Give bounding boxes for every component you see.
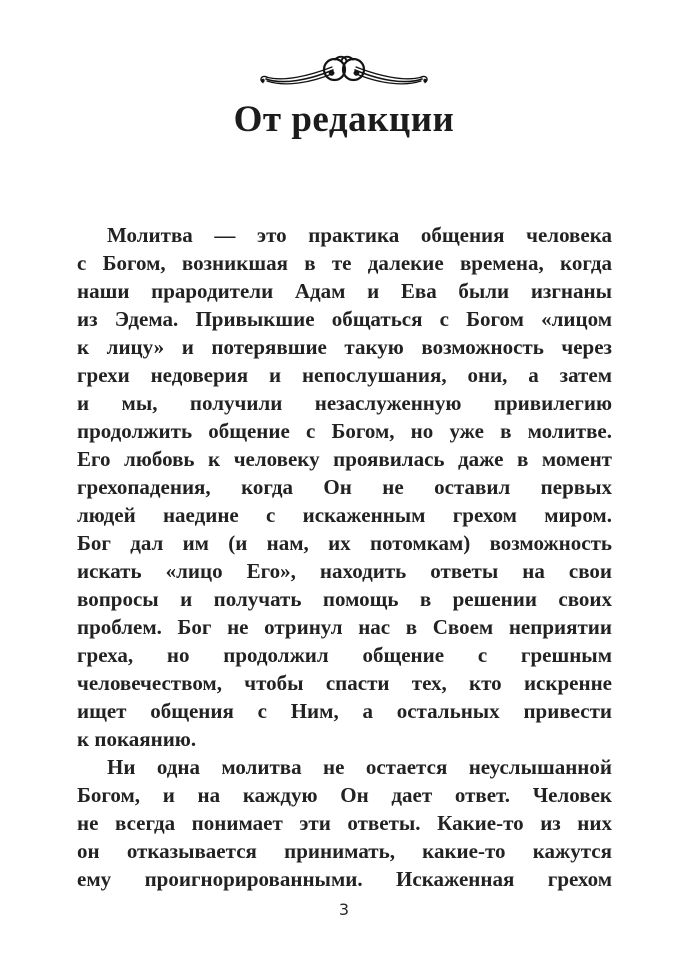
text-line: человечеством, чтобы спасти тех, кто искренне [77, 671, 612, 695]
text-line: искать «лицо Его», находить ответы на свои [77, 559, 612, 583]
text-line: грехопадения, когда Он не оставил первых [77, 475, 612, 499]
text-line: и мы, получили незаслуженную привилегию [77, 391, 612, 415]
text-line: вопросы и получать помощь в решении своих [77, 587, 612, 611]
text-line: из Эдема. Привыкшие общаться с Богом «лицом [77, 307, 612, 331]
text-line: к покаянию. [77, 727, 197, 751]
text-line: Молитва — это практика общения человека [107, 223, 612, 247]
paragraph [77, 221, 612, 753]
body-text [77, 221, 612, 893]
page-title: От редакции [233, 99, 455, 140]
text-line: ему проигнорированными. Искаженная грехом [77, 867, 612, 891]
text-line: ищет общения с Ним, а остальных привести [77, 699, 612, 723]
text-line: с Богом, возникшая в те далекие времена, когда [77, 251, 612, 275]
text-line: он отказывается принимать, какие-то кажутся [77, 839, 612, 863]
flourish-ornament-icon [253, 54, 435, 92]
text-line: греха, но продолжил общение с грешным [77, 643, 612, 667]
text-line: Его любовь к человеку проявилась даже в момент [77, 447, 612, 471]
text-line: к лицу» и потерявшие такую возможность через [77, 335, 612, 359]
paragraph [77, 753, 612, 893]
text-line: не всегда понимает эти ответы. Какие-то из них [77, 811, 612, 835]
text-line: Бог дал им (и нам, их потомкам) возможность [77, 531, 612, 555]
text-line: проблем. Бог не отринул нас в Своем неприятии [77, 615, 612, 639]
text-line: Богом, и на каждую Он дает ответ. Человек [77, 783, 612, 807]
text-line: продолжить общение с Богом, но уже в молитве. [77, 419, 612, 443]
page-number: 3 [338, 900, 350, 919]
text-line: Ни одна молитва не остается неуслышанной [107, 755, 612, 779]
text-line: людей наедине с искаженным грехом миром. [77, 503, 612, 527]
text-line: наши прародители Адам и Ева были изгнаны [77, 279, 612, 303]
text-line: грехи недоверия и непослушания, они, а затем [77, 363, 612, 387]
